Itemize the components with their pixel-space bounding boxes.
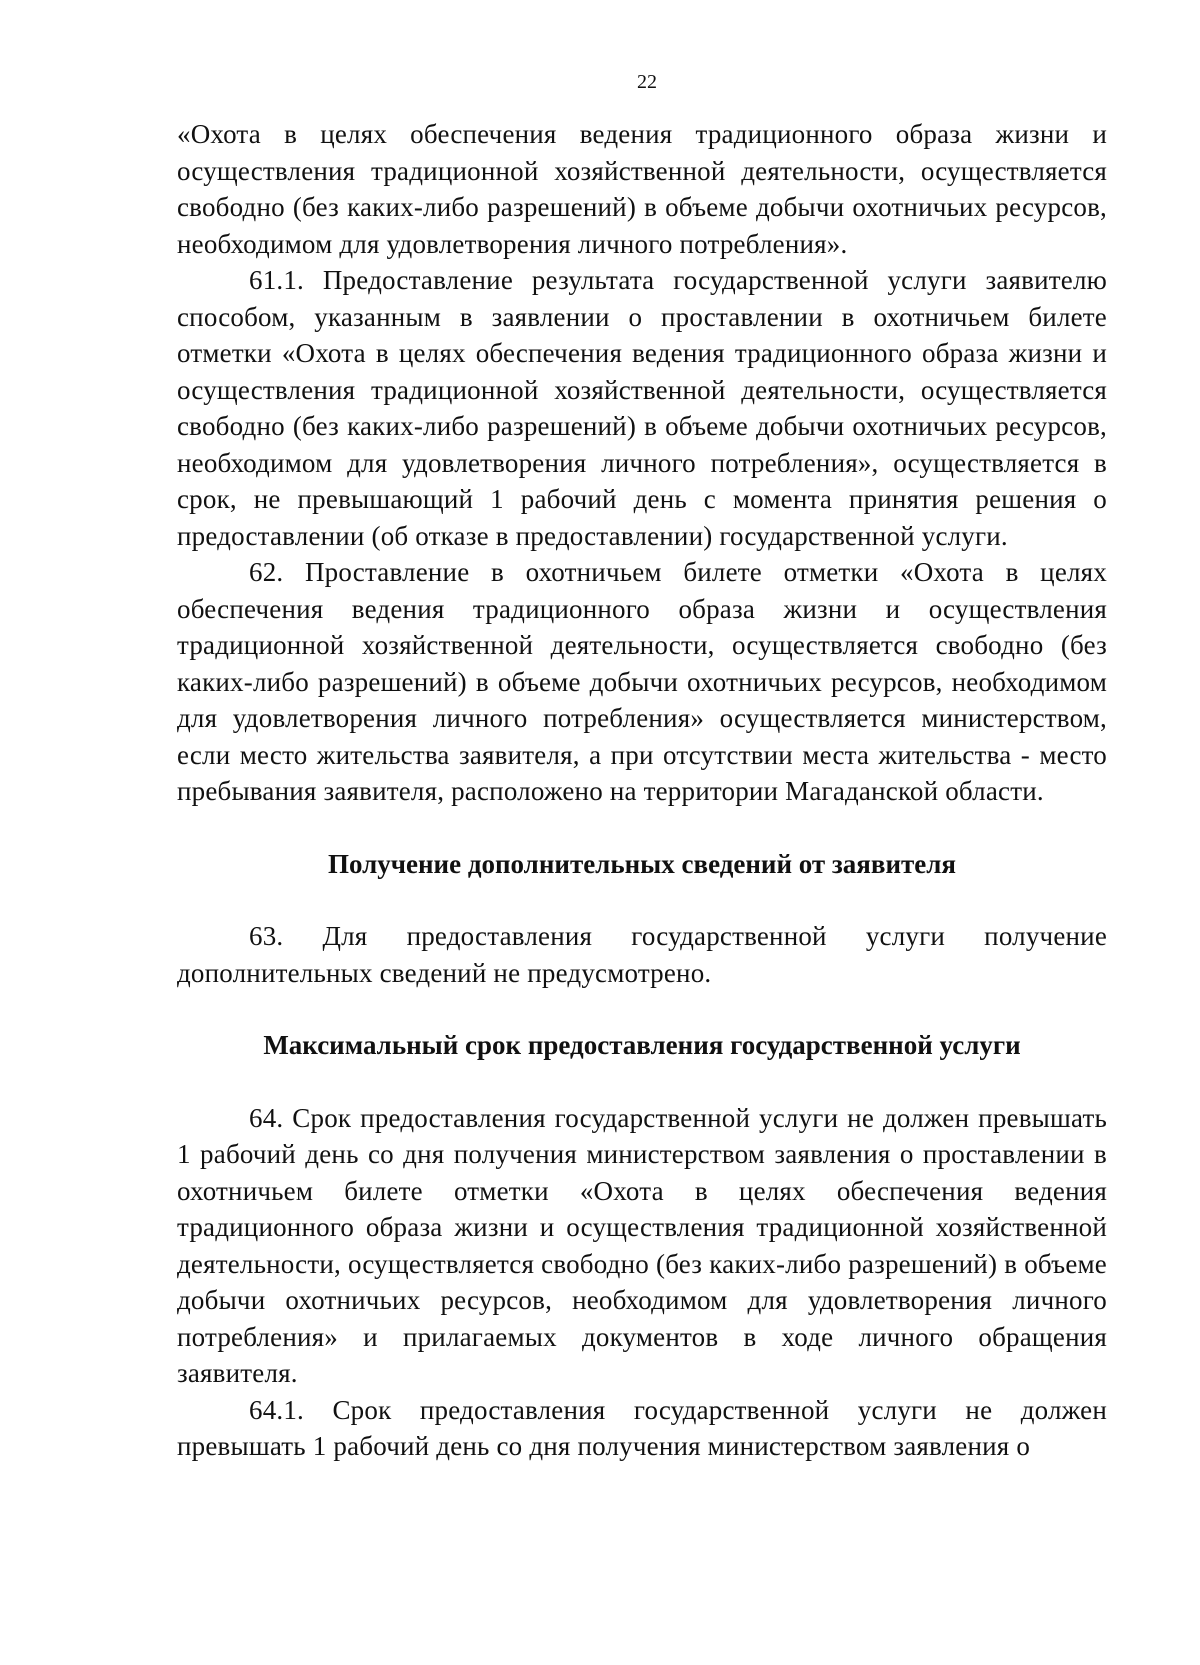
spacer: [177, 882, 1107, 918]
paragraph-63: 63. Для предоставления государственной услуги получение дополнительных сведений не предусмотрено.: [177, 921, 1107, 988]
paragraph-62: 62. Проставление в охотничьем билете отметки «Охота в целях обеспечения ведения традиционного образа жизни и осуществления традиционной хозяйственной деятельности, осуществляется свободно (без каких-либо разрешений) в объеме добычи охотничьих ресурсов, необходимом для удовлетворения личного потребления» осуществляется министерством, если место жительства заявителя, а при отсутствии места жительства - место пребывания заявителя, расположено на территории Магаданской области.: [177, 557, 1107, 806]
spacer: [177, 1064, 1107, 1100]
paragraph-64-1: 64.1. Срок предоставления государственной услуги не должен превышать 1 рабочий день со дня получения министерством заявления о: [177, 1394, 1107, 1461]
document-page: [177, 70, 1107, 1465]
section-heading-max-term: Максимальный срок предоставления государственной услуги: [263, 1030, 1021, 1060]
section-heading-additional-info: Получение дополнительных сведений от заявителя: [327, 848, 957, 879]
page-number: 22: [637, 71, 657, 93]
spacer: [177, 991, 1107, 1027]
paragraph-64: 64. Срок предоставления государственной услуги не должен превышать 1 рабочий день со дня получения министерством заявления о проставлении в охотничьем билете отметки «Охота в целях обеспечения ведения традиционного образа жизни и осуществления традиционной хозяйственной деятельности, осуществляется свободно (без каких-либо разрешений) в объеме добычи охотничьих ресурсов, необходимом для удовлетворения личного потребления» и прилагаемых документов в ходе личного обращения заявителя.: [177, 1102, 1107, 1388]
paragraph-quote: «Охота в целях обеспечения ведения традиционного образа жизни и осуществления традиционной хозяйственной деятельности, осуществляется свободно (без каких-либо разрешений) в объеме добычи охотничьих ресурсов, необходимом для удовлетворения личного потребления».: [177, 119, 1107, 259]
spacer: [177, 810, 1107, 846]
paragraph-61-1: 61.1. Предоставление результата государственной услуги заявителю способом, указанным в заявлении о проставлении в охотничьем билете отметки «Охота в целях обеспечения ведения традиционного образа жизни и осуществления традиционной хозяйственной деятельности, осуществляется свободно (без каких-либо разрешений) в объеме добычи охотничьих ресурсов, необходимом для удовлетворения личного потребления», осуществляется в срок, не превышающий 1 рабочий день с момента принятия решения о предоставлении (об отказе в предоставлении) государственной услуги.: [177, 265, 1107, 551]
